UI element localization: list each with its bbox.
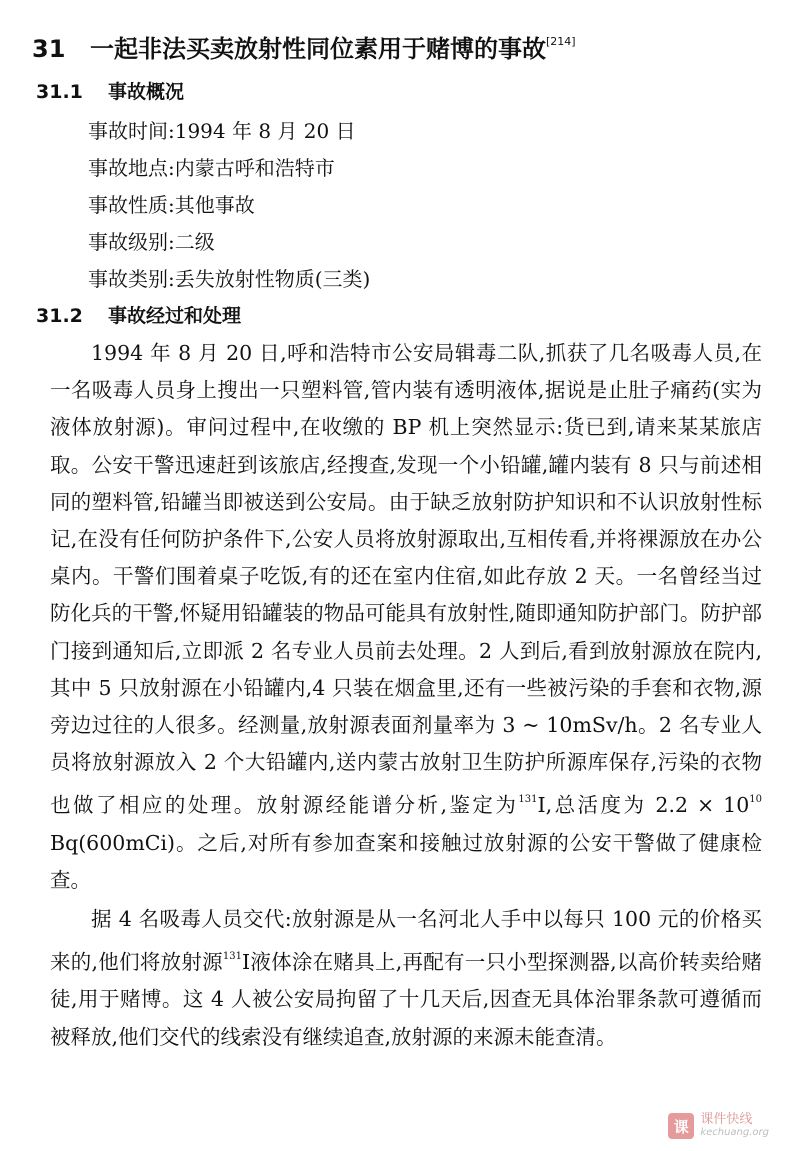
watermark-name: 课件快线 <box>700 1112 753 1127</box>
fact-time: 事故时间:1994 年 8 月 20 日 <box>88 119 356 143</box>
activity-exponent: 10 <box>749 794 762 806</box>
isotope-mass-number: 131 <box>222 951 242 963</box>
isotope-symbol: I <box>537 793 546 818</box>
fact-level: 事故级别:二级 <box>88 230 215 254</box>
accident-facts-list <box>88 113 370 298</box>
paragraph-text: ,总活度为 2.2 × 10 <box>545 793 750 818</box>
section-number: 31.1 <box>36 81 83 103</box>
body-text <box>50 335 762 1056</box>
fact-location: 事故地点:内蒙古呼和浩特市 <box>88 156 335 180</box>
section-heading-process <box>36 302 241 330</box>
paragraph-text: 1994 年 8 月 20 日,呼和浩特市公安局辑毒二队,抓获了几名吸毒人员,在一名吸毒人员身上搜出一只塑料管,管内装有透明液体,据说是止肚子痛药(实为液体放射源)。审问过程中,在收缴的 BP 机上突然显示:货已到,请来某某旅店取。公安干警迅速赶到该旅店,经搜查,发现一个小铅罐,罐内装有 8 只与前述相同的塑料管,铅罐当即被送到公安局。由于缺乏放射防护知识和不认识放射性标记,在没有任何防护条件下,公安人员将放射源取出,互相传看,并将裸源放在办公桌内。干警们围着桌子吃饭,有的还在室内住宿,如此存放 2 天。一名曾经当过防化兵的干警,怀疑用铅罐装的物品可能具有放射性,随即通知防护部门。防护部门接到通知后,立即派 2 名专业人员前去处理。2 人到后,看到放射源放在院内,其中 5 只放射源在小铅罐内,4 只装在烟盒里,还有一些被污染的手套和衣物,源旁边过往的人很多。经测量,放射源表面剂量率为 3 ~ 10mSv/h。2 名专业人员将放射源放入 2 个大铅罐内,送内蒙古放射卫生防护所源库保存,污染的衣物也做了相应的处理。放射源经能谱分析,鉴定为 <box>50 341 762 818</box>
watermark <box>668 1113 769 1139</box>
reference-marker: [214] <box>546 35 576 48</box>
isotope-symbol: I <box>241 950 251 975</box>
paragraph-confession <box>50 901 762 1056</box>
paragraph-text: 液体涂在赌具上,再配有一只小型探测器,以高价转卖给赌徒,用于赌博。这 4 人被公安局拘留了十几天后,因查无具体治罪条款可遵循而被释放,他们交代的线索没有继续追查,放射源的来源未能查清。 <box>50 950 762 1049</box>
paragraph-text: Bq(600mCi)。之后,对所有参加查案和接触过放射源的公安干警做了健康检查。 <box>50 830 762 892</box>
section-number: 31.2 <box>36 305 83 327</box>
chapter-number: 31 <box>32 35 66 63</box>
watermark-domain: kechuang.org <box>700 1127 769 1138</box>
chapter-heading <box>32 26 772 65</box>
section-title: 事故经过和处理 <box>108 305 242 327</box>
chapter-title: 一起非法买卖放射性同位素用于赌博的事故 <box>90 35 546 63</box>
isotope-mass-number: 131 <box>518 794 538 806</box>
fact-category: 事故类别:丢失放射性物质(三类) <box>88 267 371 291</box>
section-title: 事故概况 <box>108 81 185 103</box>
paragraph-text: 据 4 名吸毒人员交代:放射源是从一名河北人手中以每只 100 元的价格买来的,他们将放射源 <box>50 907 762 975</box>
paragraph-process <box>50 335 762 899</box>
watermark-logo-icon: 课 <box>668 1113 694 1139</box>
section-heading-overview <box>36 78 184 106</box>
fact-nature: 事故性质:其他事故 <box>88 193 255 217</box>
